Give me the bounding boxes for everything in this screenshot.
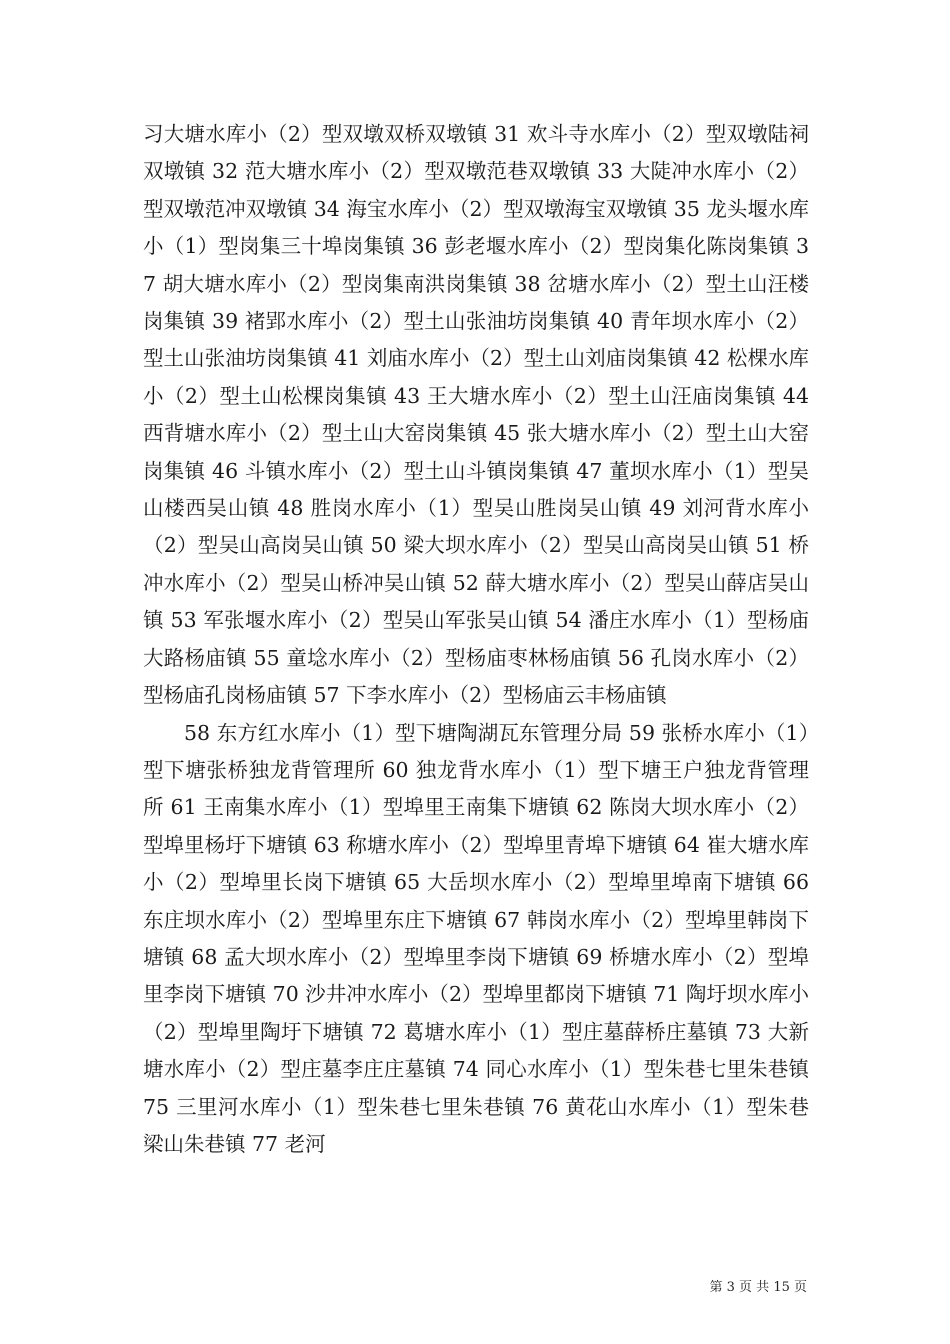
- page-footer: 第 3 页 共 15 页: [709, 1280, 807, 1295]
- paragraph-2: 58 东方红水库小（1）型下塘陶湖瓦东管理分局 59 张桥水库小（1）型下塘张桥独龙背管理所 60 独龙背水库小（1）型下塘王户独龙背管理所 61 王南集水库小（1）型埠里王南集下塘镇 62 陈岗大坝水库小（2）型埠里杨圩下塘镇 63 称塘水库小（2）型埠里青埠下塘镇 64 崔大塘水库小（2）型埠里长岗下塘镇 65 大岳坝水库小（2）型埠里埠南下塘镇 66 东庄坝水库小（2）型埠里东庄下塘镇 67 韩岗水库小（2）型埠里韩岗下塘镇 68 孟大坝水库小（2）型埠里李岗下塘镇 69 桥塘水库小（2）型埠里李岗下塘镇 70 沙井冲水库小（2）型埠里都岗下塘镇 71 陶圩坝水库小（2）型埠里陶圩下塘镇 72 葛塘水库小（1）型庄墓薛桥庄墓镇 73 大新塘水库小（2）型庄墓李庄庄墓镇 74 同心水库小（1）型朱巷七里朱巷镇 75 三里河水库小（1）型朱巷七里朱巷镇 76 黄花山水库小（1）型朱巷梁山朱巷镇 77 老河: [143, 720, 809, 1156]
- document-body: [143, 116, 809, 1163]
- paragraph-1: 习大塘水库小（2）型双墩双桥双墩镇 31 欢斗寺水库小（2）型双墩陆祠双墩镇 32 范大塘水库小（2）型双墩范巷双墩镇 33 大陡冲水库小（2）型双墩范冲双墩镇 34 海宝水库小（2）型双墩海宝双墩镇 35 龙头堰水库小（1）型岗集三十埠岗集镇 36 彭老堰水库小（2）型岗集化陈岗集镇 37 胡大塘水库小（2）型岗集南洪岗集镇 38 岔塘水库小（2）型土山汪楼岗集镇 39 褚郢水库小（2）型土山张油坊岗集镇 40 青年坝水库小（2）型土山张油坊岗集镇 41 刘庙水库小（2）型土山刘庙岗集镇 42 松棵水库小（2）型土山松棵岗集镇 43 王大塘水库小（2）型土山汪庙岗集镇 44 西背塘水库小（2）型土山大窑岗集镇 45 张大塘水库小（2）型土山大窑岗集镇 46 斗镇水库小（2）型土山斗镇岗集镇 47 董坝水库小（1）型吴山楼西吴山镇 48 胜岗水库小（1）型吴山胜岗吴山镇 49 刘河背水库小（2）型吴山高岗吴山镇 50 梁大坝水库小（2）型吴山高岗吴山镇 51 桥冲水库小（2）型吴山桥冲吴山镇 52 薛大塘水库小（2）型吴山薛店吴山镇 53 军张堰水库小（2）型吴山军张吴山镇 54 潘庄水库小（1）型杨庙大路杨庙镇 55 童埝水库小（2）型杨庙枣林杨庙镇 56 孔岗水库小（2）型杨庙孔岗杨庙镇 57 下李水库小（2）型杨庙云丰杨庙镇: [143, 122, 809, 708]
